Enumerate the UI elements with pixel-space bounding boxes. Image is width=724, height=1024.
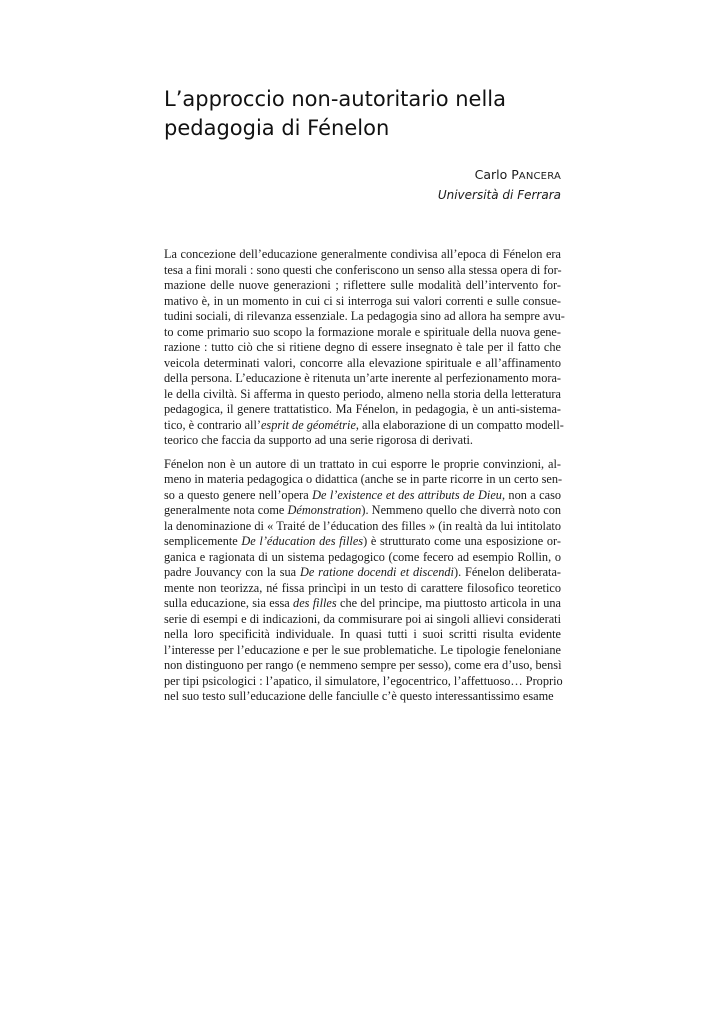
text-line: ganica e ragionata di un sistema pedagogico (come fecero ad esempio Rollin, o (164, 549, 561, 564)
text-line: l’interesse per l’educazione e per le sue problematiche. Le tipologie feneloniane (164, 642, 561, 657)
italic-title: De l’existence et des attributs de Dieu (312, 487, 502, 502)
text-line (164, 488, 561, 504)
title-line-2: pedagogia di Fénelon (164, 116, 390, 140)
text-line: tudini sociali, di rilevanza essenziale. La pedagogia sino ad allora ha sempre avu- (164, 309, 565, 323)
text-line: per tipi psicologici : l’apatico, il simulatore, l’egocentrico, l’affettuoso… Proprio (164, 673, 563, 688)
text-fragment: padre Jouvancy con la sua (164, 565, 300, 579)
text-line: mativo è, in un momento in cui ci si interroga sui valori correnti e sulle consue- (164, 293, 561, 308)
text-line: mazione delle nuove generazioni ; riflettere sulle modalità dell’intervento for- (164, 278, 561, 292)
text-line: nella loro specificità individuale. In quasi tutti i suoi scritti risulta evidente (164, 627, 561, 641)
paragraph-2 (164, 457, 561, 705)
text-fragment: sulla educazione, sia essa (164, 596, 294, 610)
text-line: le della civiltà. Si afferma in questo periodo, almeno nella storia della letteratura (164, 386, 561, 401)
text-line (164, 503, 561, 519)
title-line-1: L’approccio non-autoritario nella (164, 87, 507, 111)
author-name (438, 166, 561, 186)
text-fragment: che del principe, ma piuttosto articola in una (336, 596, 561, 610)
text-line: la denominazione di « Traité de l’éducation des filles » (in realtà da lui intitolato (164, 518, 561, 533)
author-last-name-initial: P (511, 167, 519, 182)
author-first-name: Carlo (474, 167, 508, 182)
text-line (164, 417, 564, 434)
text-line: veicola determinati valori, concorre alla elevazione spirituale e all’affinamento (164, 355, 561, 370)
text-line: non distinguono per rango (e nemmeno sempre per sesso), come era d’uso, bensì (164, 658, 562, 672)
text-line: to come primario suo scopo la formazione morale e spirituale della nuova gene- (164, 324, 561, 339)
italic-title: De ratione docendi et discendi (299, 565, 454, 579)
text-fragment: ) è strutturato come una esposizione or- (363, 534, 561, 548)
text-line: nel suo testo sull’educazione delle fanciulle c’è questo interessantissimo esame (164, 689, 554, 703)
text-line: razione : tutto ciò che si ritiene degno di essere insegnato è tale per il fatto che (164, 340, 561, 354)
italic-title: esprit de géométrie (260, 417, 356, 432)
text-fragment: ). Fénelon deliberata- (453, 565, 561, 579)
text-line: tesa a fini morali : sono questi che conferiscono un senso alla stessa opera di for- (164, 262, 562, 277)
article-title (164, 85, 584, 143)
text-fragment: generalmente nota come (164, 503, 288, 517)
text-fragment: , non a caso (501, 487, 561, 502)
text-line (164, 534, 561, 550)
italic-title: De l’éducation des filles (241, 534, 364, 548)
italic-title: des filles (293, 596, 337, 610)
text-line: teorico che faccia da supporto ad una serie rigorosa di derivati. (164, 433, 474, 447)
text-line (164, 596, 561, 612)
text-fragment: , alla elaborazione di un compatto modell- (355, 417, 564, 432)
text-line: serie di esempi e di indicazioni, da commisurare poi ai singoli allievi considerati (164, 611, 561, 626)
text-line: mente non teorizza, né fissa princìpi in un testo di carattere filosofico teoretico (164, 580, 561, 595)
text-line: meno in materia pedagogica o didattica (anche se in parte ricorre in un certo sen- (164, 472, 563, 486)
text-line: La concezione dell’educazione generalmente condivisa all’epoca di Fénelon era (164, 247, 561, 261)
text-fragment: tico, è contrario all’ (164, 417, 261, 432)
italic-title: Démonstration (287, 503, 362, 517)
text-line: della persona. L’educazione è ritenuta un’arte inerente al perfezionamento mora- (164, 371, 561, 385)
text-line: pedagogica, il genere trattatistico. Ma Fénelon, in pedagogia, è un anti-sistema- (164, 402, 561, 416)
text-line (164, 565, 561, 581)
text-fragment: so a questo genere nell’opera (164, 487, 313, 502)
paragraph-1 (164, 247, 565, 449)
text-line: Fénelon non è un autore di un trattato in cui esporre le proprie convinzioni, al- (164, 456, 561, 471)
text-fragment: semplicemente (164, 534, 242, 548)
article-body (164, 247, 565, 713)
author-last-name-rest: ANCERA (518, 171, 561, 182)
author-affiliation: Università di Ferrara (437, 188, 561, 202)
author-block (438, 166, 561, 204)
text-fragment: ). Nemmeno quello che diverrà noto con (361, 503, 561, 517)
